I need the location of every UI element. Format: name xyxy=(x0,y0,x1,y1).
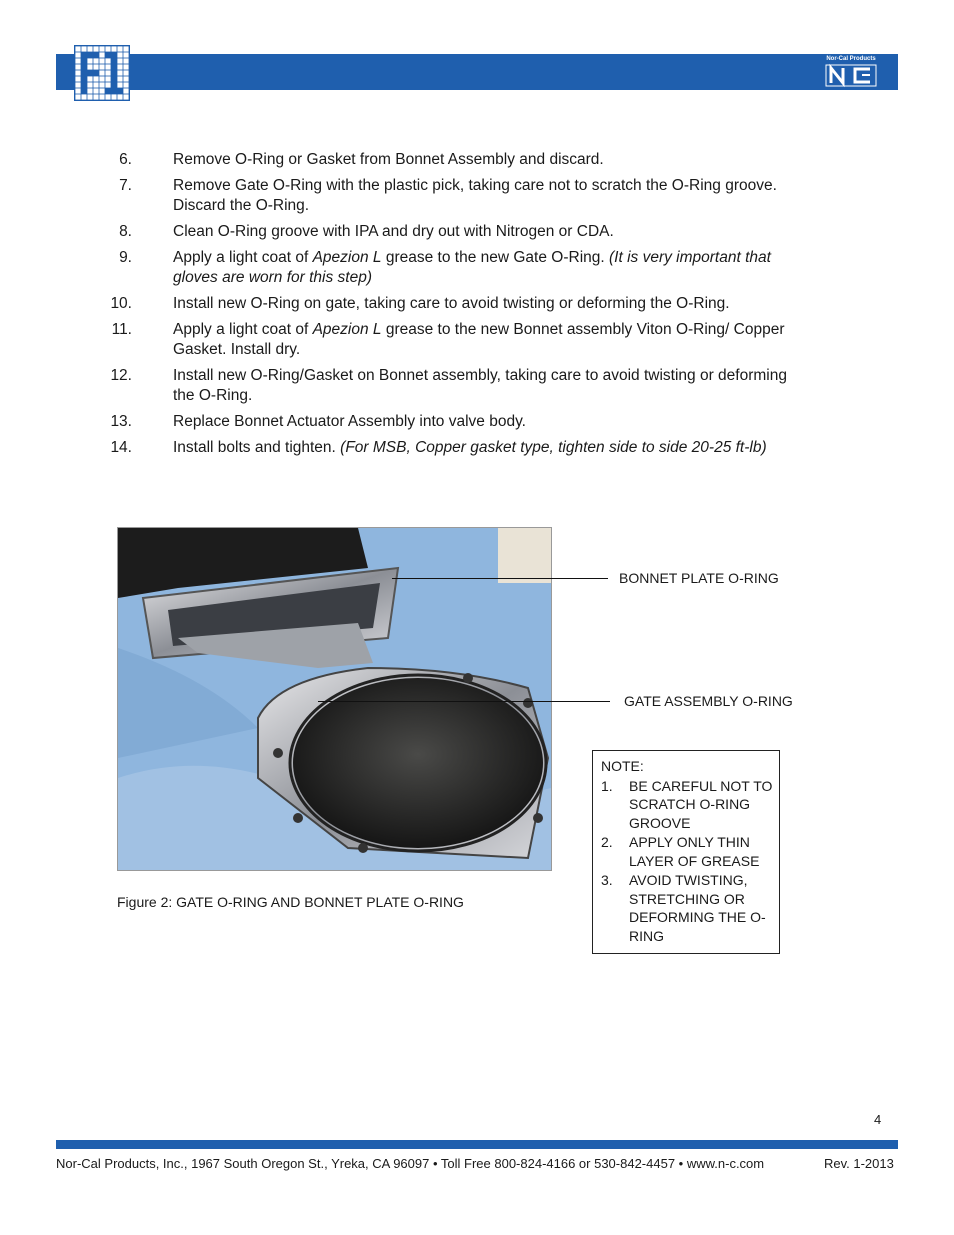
step-number: 13. xyxy=(110,413,132,430)
instruction-steps xyxy=(0,150,954,464)
step-item xyxy=(0,222,954,242)
step-text xyxy=(173,222,793,242)
step-text-part: Apply a light coat of xyxy=(173,249,313,266)
step-item xyxy=(0,366,954,406)
note-item xyxy=(601,777,779,833)
step-number: 11. xyxy=(111,321,132,338)
gate-callout-label: GATE ASSEMBLY O-RING xyxy=(624,693,793,709)
step-item xyxy=(0,150,954,170)
nc-logo xyxy=(822,56,880,88)
step-number: 6. xyxy=(119,151,132,168)
step-number: 14. xyxy=(110,439,132,456)
note-number: 3. xyxy=(601,872,613,888)
step-item xyxy=(0,412,954,432)
step-text-emphasis: Apezion L xyxy=(312,321,382,338)
gate-callout-line xyxy=(318,701,610,702)
step-number: 12. xyxy=(110,367,132,384)
step-text-emphasis: (It is very important that gloves are worn for this step) xyxy=(173,249,771,286)
note-number: 2. xyxy=(601,834,613,850)
step-text xyxy=(173,176,793,216)
brand-tagline: Nor-Cal Products xyxy=(826,56,876,62)
step-number: 9. xyxy=(119,249,132,266)
page-number: 4 xyxy=(874,1112,882,1127)
step-item xyxy=(0,294,954,314)
note-text: APPLY ONLY THIN LAYER OF GREASE xyxy=(629,834,760,869)
step-text-part: Apply a light coat of xyxy=(173,321,313,338)
step-item xyxy=(0,176,954,216)
step-text xyxy=(173,248,793,288)
step-number: 10. xyxy=(110,295,132,312)
step-text-part: Replace Bonnet Actuator Assembly into valve body. xyxy=(173,413,526,430)
note-item xyxy=(601,871,779,945)
note-title: NOTE: xyxy=(601,758,644,774)
step-text-emphasis: (For MSB, Copper gasket type, tighten side to side 20-25 ft-lb) xyxy=(340,439,767,456)
step-text-part: Remove O-Ring or Gasket from Bonnet Assembly and discard. xyxy=(173,151,604,168)
footer-bar xyxy=(56,1140,898,1149)
step-text-part: Install new O-Ring on gate, taking care to avoid twisting or deforming the O-Ring. xyxy=(173,295,730,312)
step-text xyxy=(173,412,793,432)
company-grid-logo xyxy=(74,45,130,101)
note-list xyxy=(601,777,779,946)
step-text xyxy=(173,366,793,406)
header-bar xyxy=(56,54,898,90)
step-text-part: grease to the new Gate O-Ring. xyxy=(381,249,609,266)
note-text: AVOID TWISTING, STRETCHING OR DEFORMING THE O-RING xyxy=(629,872,766,944)
step-text-part: grease to the new Bonnet assembly Viton O-Ring/ Copper Gasket. Install dry. xyxy=(173,321,785,358)
step-item xyxy=(0,320,954,360)
note-number: 1. xyxy=(601,777,613,794)
note-text: BE CAREFUL NOT TO SCRATCH O-RING GROOVE xyxy=(629,777,773,831)
note-box xyxy=(592,750,780,954)
step-number: 8. xyxy=(119,223,132,240)
step-text-part: Remove Gate O-Ring with the plastic pick, taking care not to scratch the O-Ring groove. Discard the O-Ring. xyxy=(173,177,777,214)
step-item xyxy=(0,438,954,458)
step-text-part: Install new O-Ring/Gasket on Bonnet assembly, taking care to avoid twisting or deforming the O-Ring. xyxy=(173,367,787,404)
step-text-part: Install bolts and tighten. xyxy=(173,439,341,456)
footer-revision: Rev. 1-2013 xyxy=(824,1156,894,1171)
figure-caption: Figure 2: GATE O-RING AND BONNET PLATE O-RING xyxy=(117,894,464,910)
step-text xyxy=(173,150,793,170)
note-item xyxy=(601,833,779,870)
step-item xyxy=(0,248,954,288)
step-text xyxy=(173,320,793,360)
step-text-emphasis: Apezion L xyxy=(312,249,382,266)
step-text xyxy=(173,294,793,314)
step-text-part: Clean O-Ring groove with IPA and dry out with Nitrogen or CDA. xyxy=(173,223,614,240)
bonnet-callout-label: BONNET PLATE O-RING xyxy=(619,570,779,586)
footer-address: Nor-Cal Products, Inc., 1967 South Oregon St., Yreka, CA 96097 • Toll Free 800-824-4166 or 530-842-4457 • www.n-c.com xyxy=(56,1156,765,1171)
bonnet-callout-line xyxy=(392,578,608,579)
step-text xyxy=(173,438,793,458)
step-number: 7. xyxy=(119,177,132,194)
